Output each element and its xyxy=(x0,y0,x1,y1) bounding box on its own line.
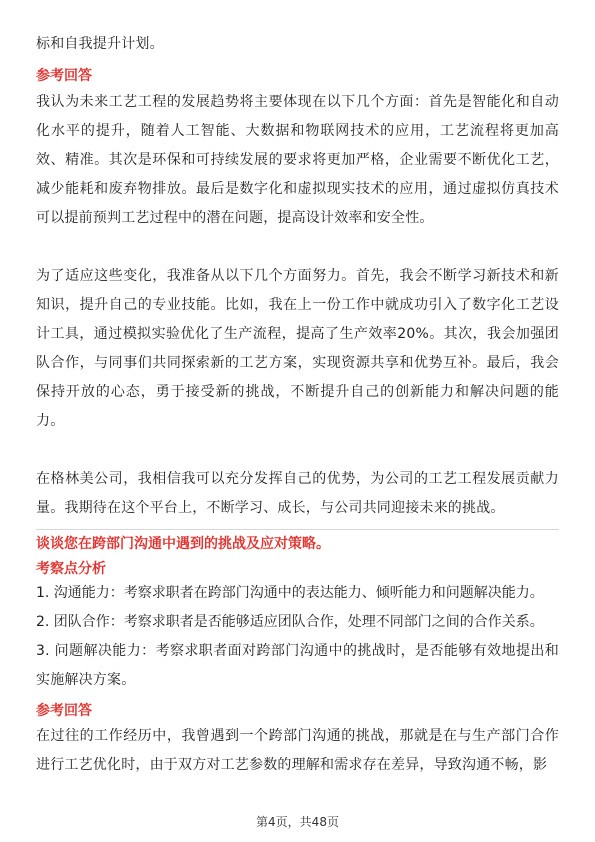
page-number: 第4页，共48页 xyxy=(256,815,339,829)
document-page xyxy=(36,30,559,780)
reference-answer-heading: 参考回答 xyxy=(36,68,92,84)
continued-text: 标和自我提升计划。 xyxy=(36,36,164,52)
reference-answer-heading: 参考回答 xyxy=(36,703,92,719)
question-title: 谈谈您在跨部门沟通中遇到的挑战及应对策略。 xyxy=(36,536,330,552)
answer-paragraph: 在格林美公司，我相信我可以充分发挥自己的优势，为公司的工艺工程发展贡献力量。我期待在这个平台上，不断学习、成长，与公司共同迎接未来的挑战。 xyxy=(36,471,559,516)
answer-paragraph: 我认为未来工艺工程的发展趋势将主要体现在以下几个方面：首先是智能化和自动化水平的提升，随着人工智能、大数据和物联网技术的应用，工艺流程将更加高效、精准。其次是环保和可持续发展的要求将更加严格，企业需要不断优化工艺，减少能耗和废弃物排放。最后是数字化和虚拟现实技术的应用，通过虚拟仿真技术可以提前预判工艺过程中的潜在问题，提高设计效率和安全性。 xyxy=(36,94,559,226)
analysis-item: 3. 问题解决能力：考察求职者面对跨部门沟通中的挑战时，是否能够有效地提出和实施解决方案。 xyxy=(36,643,559,688)
answer-paragraph: 为了适应这些变化，我准备从以下几个方面努力。首先，我会不断学习新技术和新知识，提升自己的专业技能。比如，我在上一份工作中就成功引入了数字化工艺设计工具，通过模拟实验优化了生产流程，提高了生产效率20%。其次，我会加强团队合作，与同事们共同探索新的工艺方案，实现资源共享和优势互补。最后，我会保持开放的心态，勇于接受新的挑战，不断提升自己的创新能力和解决问题的能力。 xyxy=(36,268,559,429)
analysis-item: 2. 团队合作：考察求职者是否能够适应团队合作，处理不同部门之间的合作关系。 xyxy=(36,614,544,630)
analysis-heading: 考察点分析 xyxy=(36,561,106,577)
section-divider xyxy=(36,529,559,530)
answer-paragraph: 在过往的工作经历中，我曾遇到一个跨部门沟通的挑战，那就是在与生产部门合作进行工艺优化时，由于双方对工艺参数的理解和需求存在差异，导致沟通不畅，影 xyxy=(36,728,559,773)
analysis-item: 1. 沟通能力：考察求职者在跨部门沟通中的表达能力、倾听能力和问题解决能力。 xyxy=(36,585,544,601)
